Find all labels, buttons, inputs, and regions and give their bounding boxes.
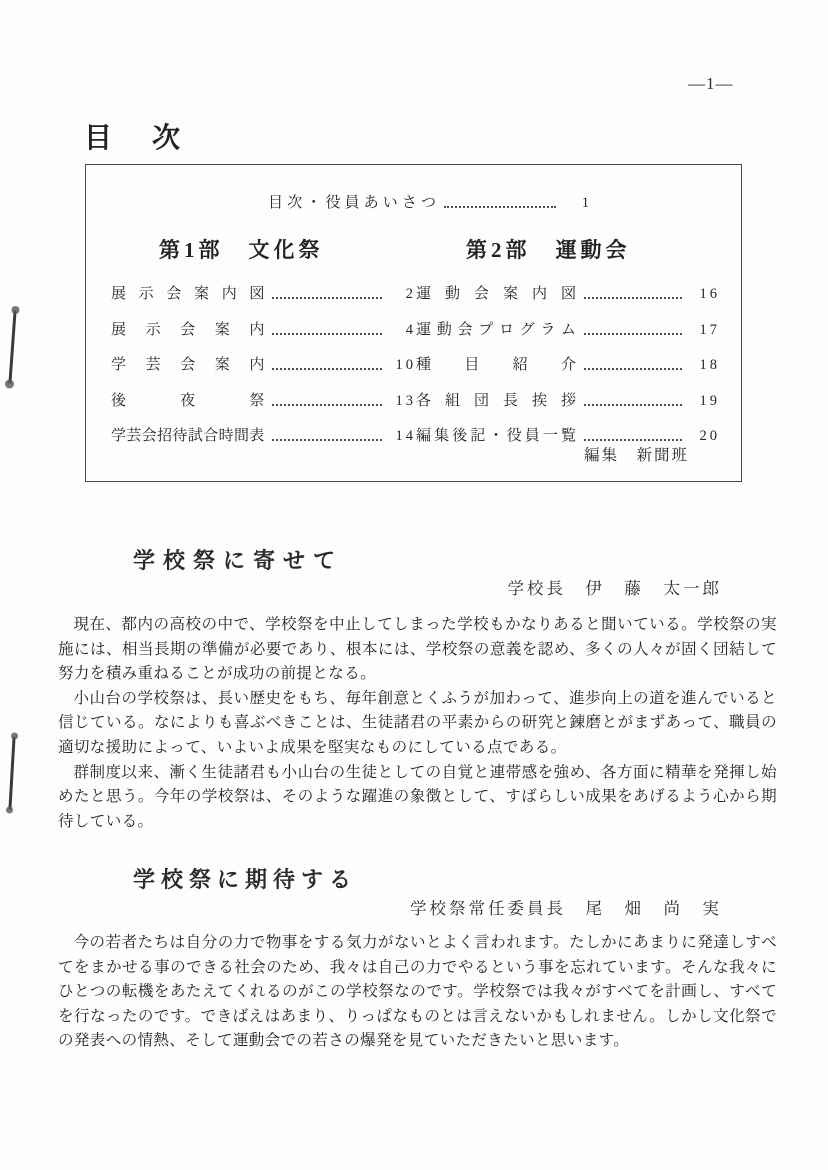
section-byline-principal: 学校長 伊 藤 太一郎: [507, 579, 722, 598]
toc-item-page: 14: [395, 428, 416, 444]
staple-mark: [0, 726, 30, 821]
toc-item: [111, 282, 416, 303]
section-heading-yosete: 学校祭に寄せて: [133, 548, 344, 573]
toc-columns: [86, 234, 741, 460]
toc-item-page: 4: [405, 321, 416, 338]
section-byline-chairman: 学校祭常任委員長 尾 畑 尚 実: [410, 899, 722, 918]
toc-item-label: 種目紹介: [416, 357, 576, 373]
page-number: —1—: [688, 74, 734, 93]
toc-item: [111, 389, 416, 410]
toc-item: [111, 424, 416, 445]
toc-item: [268, 191, 741, 212]
toc-item-page: 17: [699, 321, 720, 338]
toc-section-header-part2: 第2部 運動会: [466, 238, 631, 262]
toc-leader-dots: [584, 439, 682, 441]
toc-item-page: 13: [395, 392, 416, 409]
toc-item-page: 10: [395, 357, 416, 373]
toc-leader-dots: [272, 404, 382, 406]
toc-section-header-part1: 第1部 文化祭: [159, 238, 324, 262]
toc-leader-dots: [272, 297, 382, 299]
toc-item-label: 目次・役員あいさつ: [268, 195, 436, 211]
toc-item-page: 20: [699, 428, 720, 444]
toc-leader-dots: [584, 333, 682, 335]
toc-leader-dots: [444, 206, 556, 208]
toc-leader-dots: [272, 333, 382, 335]
toc-leader-dots: [272, 368, 382, 370]
toc-item: [416, 424, 741, 445]
paragraph: 今の若者たちは自分の力で物事をする気力がないとよく言われます。たしかにあまりに発達しすべてをまかせる事のできる社会のため、我々は自己の力でやるという事を忘れています。そんな我々にひとつの転機をあたえてくれるのがこの学校祭なのです。学校祭では我々がすべてを計画し、すべてを行なったのです。できばえはあまり、りっぱなものとは言えないかもしれません。しかし文化祭での発表への情熱、そして運動会での若さの爆発を見ていただきたいと思います。: [58, 934, 777, 1050]
toc-item: [416, 318, 741, 339]
toc-item-page: 2: [405, 286, 416, 302]
editor-credit: 編集 新聞班: [583, 447, 689, 464]
toc-column-part1: [86, 234, 416, 460]
toc-item-label: 学芸会案内: [111, 357, 265, 373]
toc-item-label: 展示会案内: [111, 321, 265, 338]
toc-item: [416, 282, 741, 303]
toc-box: [85, 164, 742, 482]
toc-item-label: 編集後記・役員一覧: [416, 428, 576, 444]
toc-leader-dots: [272, 439, 382, 441]
section-body-kitai: [58, 931, 777, 1054]
paragraph: 現在、都内の高校の中で、学校祭を中止してしまった学校もかなりあると聞いている。学校祭の実施には、相当長期の準備が必要であり、根本には、学校祭の意義を認め、多くの人々が固く団結して努力を積み重ねることが成功の前提となる。: [58, 616, 777, 683]
toc-item-page: 19: [699, 392, 720, 409]
toc-item-page: 16: [699, 286, 720, 302]
toc-leader-dots: [584, 368, 682, 370]
toc-item: [111, 318, 416, 339]
page-title: 目 次: [84, 123, 187, 154]
staple-mark: [0, 300, 30, 395]
toc-item-label: 展示会案内図: [111, 286, 265, 302]
toc-item: [416, 353, 741, 374]
toc-item-label: 学芸会招待試合時間表: [111, 428, 265, 444]
toc-item: [416, 389, 741, 410]
section-heading-kitai: 学校祭に期待する: [133, 867, 358, 892]
toc-item-label: 運動会案内図: [416, 286, 576, 302]
toc-item-label: 各組団長挨拶: [416, 392, 576, 409]
toc-item-label: 運動会プログラム: [416, 321, 576, 338]
paragraph: 群制度以来、漸く生徒諸君も小山台の生徒としての自覚と連帯感を強め、各方面に精華を発揮し始めたと思う。今年の学校祭は、そのような躍進の象徴として、すばらしい成果をあげるよう心から期待している。: [58, 763, 777, 830]
section-body-yosete: [58, 613, 777, 834]
toc-item: [111, 353, 416, 374]
toc-leader-dots: [584, 297, 682, 299]
toc-item-page: 18: [699, 357, 720, 373]
toc-item-label: 後夜祭: [111, 392, 265, 409]
paragraph: 小山台の学校祭は、長い歴史をもち、毎年創意とくふうが加わって、進歩向上の道を進んでいると信じている。なによりも喜ぶべきことは、生徒諸君の平素からの研究と錬磨とがまずあって、職員の適切な援助によって、いよいよ成果を堅実なものにしている点である。: [58, 689, 777, 756]
toc-column-part2: [416, 234, 741, 460]
toc-item-page: 1: [581, 195, 592, 211]
toc-leader-dots: [584, 404, 682, 406]
